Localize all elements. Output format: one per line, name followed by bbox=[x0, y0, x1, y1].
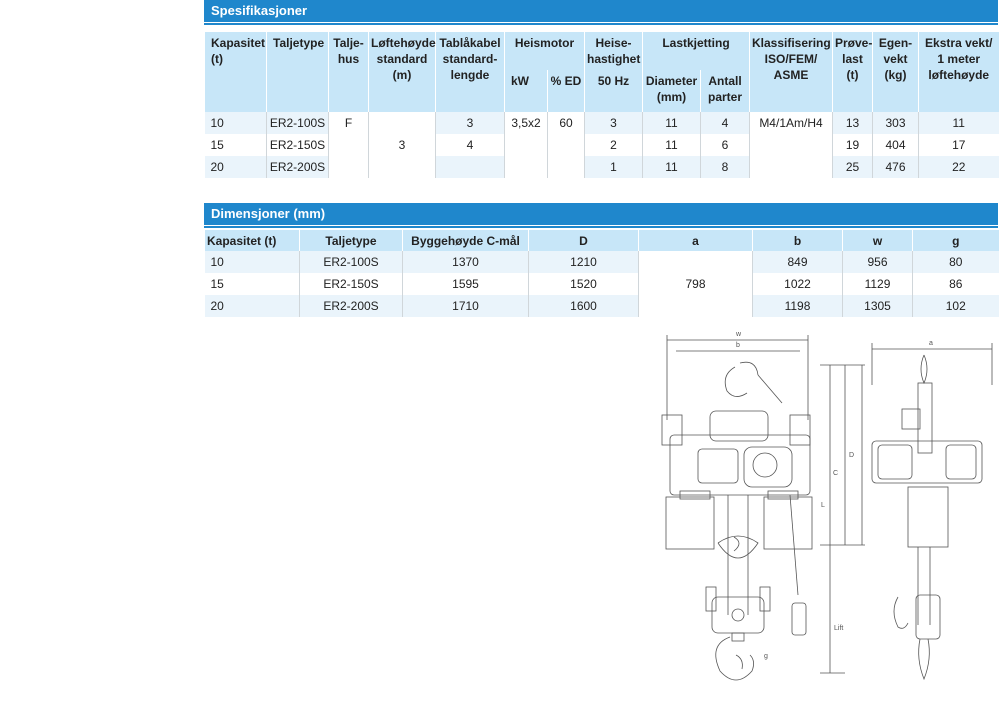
cell-g: 86 bbox=[913, 273, 999, 295]
spec-table bbox=[204, 32, 999, 178]
cell-provelast: 25 bbox=[833, 156, 873, 178]
label-w: w bbox=[736, 331, 742, 338]
header-b: b bbox=[753, 230, 843, 251]
header-klassifisering: Klassifisering ISO/FEM/ ASME bbox=[750, 32, 833, 112]
hoist-dimension-drawing bbox=[640, 325, 1000, 713]
cell-taljetype: ER2-150S bbox=[267, 134, 329, 156]
cell-heisehastighet: 2 bbox=[585, 134, 643, 156]
cell-g: 102 bbox=[913, 295, 999, 317]
table-row bbox=[205, 156, 999, 178]
label-d: D bbox=[849, 452, 855, 459]
table-row bbox=[205, 251, 999, 273]
cell-ekstra: 22 bbox=[919, 156, 999, 178]
cell-taljetype: ER2-100S bbox=[300, 251, 403, 273]
table-row bbox=[205, 295, 999, 317]
cell-kw: 3,5x2 bbox=[505, 112, 548, 178]
header-tablakabel: Tablåkabel standard-lengde bbox=[436, 32, 505, 112]
cell-taljetype: ER2-200S bbox=[300, 295, 403, 317]
cell-taljetype: ER2-200S bbox=[267, 156, 329, 178]
cell-loftehoyde: 3 bbox=[369, 112, 436, 178]
cell-diameter: 11 bbox=[643, 134, 701, 156]
header-ekstra-vekt: Ekstra vekt/ 1 meter løftehøyde bbox=[919, 32, 999, 112]
table-row bbox=[205, 273, 999, 295]
label-g: g bbox=[764, 653, 768, 660]
header-egenvekt: Egen-vekt (kg) bbox=[873, 32, 919, 112]
dim-table bbox=[204, 230, 999, 317]
header-diameter: Diameter (mm) bbox=[643, 70, 701, 112]
cell-ed: 60 bbox=[548, 112, 585, 178]
cell-kapasitet: 10 bbox=[205, 112, 267, 134]
header-heismotor: Heismotor bbox=[505, 32, 585, 70]
cell-byggehoyde: 1595 bbox=[403, 273, 529, 295]
cell-tablakabel: 3 bbox=[436, 112, 505, 134]
front-view bbox=[662, 331, 865, 680]
cell-klassifisering: M4/1Am/H4 bbox=[750, 112, 833, 178]
header-kapasitet: Kapasitet (t) bbox=[205, 32, 267, 112]
header-50hz: 50 Hz bbox=[585, 70, 643, 112]
label-lift: Lift bbox=[834, 625, 844, 632]
table-row bbox=[205, 112, 999, 134]
cell-d: 1520 bbox=[529, 273, 639, 295]
header-lastkjetting: Lastkjetting bbox=[643, 32, 750, 70]
spec-title-bar bbox=[204, 0, 998, 22]
header-loftehoyde: Løftehøyde standard (m) bbox=[369, 32, 436, 112]
cell-taljehus: F bbox=[329, 112, 369, 178]
header-taljehus: Talje-hus bbox=[329, 32, 369, 112]
cell-egenvekt: 303 bbox=[873, 112, 919, 134]
side-view bbox=[872, 340, 992, 679]
header-heisehastighet: Heise-hastighet bbox=[585, 32, 643, 70]
cell-kapasitet: 15 bbox=[210, 138, 224, 152]
cell-w: 956 bbox=[843, 251, 913, 273]
header-ed: % ED bbox=[548, 70, 585, 112]
cell-byggehoyde: 1710 bbox=[403, 295, 529, 317]
cell-byggehoyde: 1370 bbox=[403, 251, 529, 273]
cell-d: 1210 bbox=[529, 251, 639, 273]
cell-tablakabel: 4 bbox=[436, 134, 505, 156]
cell-heisehastighet: 1 bbox=[585, 156, 643, 178]
cell-kapasitet: 20 bbox=[205, 295, 300, 317]
cell-provelast: 13 bbox=[833, 112, 873, 134]
cell-antall: 6 bbox=[701, 134, 750, 156]
cell-egenvekt: 476 bbox=[873, 156, 919, 178]
header-provelast: Prøve-last (t) bbox=[833, 32, 873, 112]
header-taljetype: Taljetype bbox=[300, 230, 403, 251]
label-c: C bbox=[833, 470, 839, 477]
cell-taljetype: ER2-100S bbox=[267, 112, 329, 134]
spec-title: Spesifikasjoner bbox=[211, 3, 308, 18]
cell-d: 1600 bbox=[529, 295, 639, 317]
cell-tablakabel bbox=[436, 156, 505, 178]
cell-w: 1129 bbox=[843, 273, 913, 295]
header-taljetype: Taljetype bbox=[267, 32, 329, 112]
header-antall-parter: Antall parter bbox=[701, 70, 750, 112]
cell-taljetype: ER2-150S bbox=[300, 273, 403, 295]
cell-ekstra: 11 bbox=[919, 112, 999, 134]
cell-kapasitet: 15 bbox=[210, 277, 224, 291]
header-d: D bbox=[529, 230, 639, 251]
cell-diameter: 11 bbox=[643, 156, 701, 178]
cell-b: 1198 bbox=[753, 295, 843, 317]
cell-antall: 4 bbox=[701, 112, 750, 134]
header-g: g bbox=[913, 230, 999, 251]
cell-b: 849 bbox=[753, 251, 843, 273]
header-byggehoyde: Byggehøyde C-mål bbox=[403, 230, 529, 251]
table-row bbox=[205, 134, 999, 156]
cell-provelast: 19 bbox=[833, 134, 873, 156]
header-kw: kW bbox=[505, 70, 548, 112]
label-b: b bbox=[736, 342, 740, 349]
cell-a: 798 bbox=[639, 251, 753, 317]
cell-kapasitet: 20 bbox=[205, 156, 267, 178]
cell-b: 1022 bbox=[753, 273, 843, 295]
cell-g: 80 bbox=[913, 251, 999, 273]
cell-diameter: 11 bbox=[643, 112, 701, 134]
cell-egenvekt: 404 bbox=[873, 134, 919, 156]
cell-ekstra: 17 bbox=[919, 134, 999, 156]
label-a: a bbox=[929, 340, 933, 347]
header-w: w bbox=[843, 230, 913, 251]
cell-heisehastighet: 3 bbox=[585, 112, 643, 134]
cell-w: 1305 bbox=[843, 295, 913, 317]
cell-antall: 8 bbox=[701, 156, 750, 178]
dim-title: Dimensjoner (mm) bbox=[211, 206, 326, 221]
dim-title-bar bbox=[204, 203, 998, 225]
cell-kapasitet: 10 bbox=[205, 251, 300, 273]
header-a: a bbox=[639, 230, 753, 251]
label-l: L bbox=[821, 502, 825, 509]
header-kapasitet: Kapasitet (t) bbox=[205, 230, 300, 251]
